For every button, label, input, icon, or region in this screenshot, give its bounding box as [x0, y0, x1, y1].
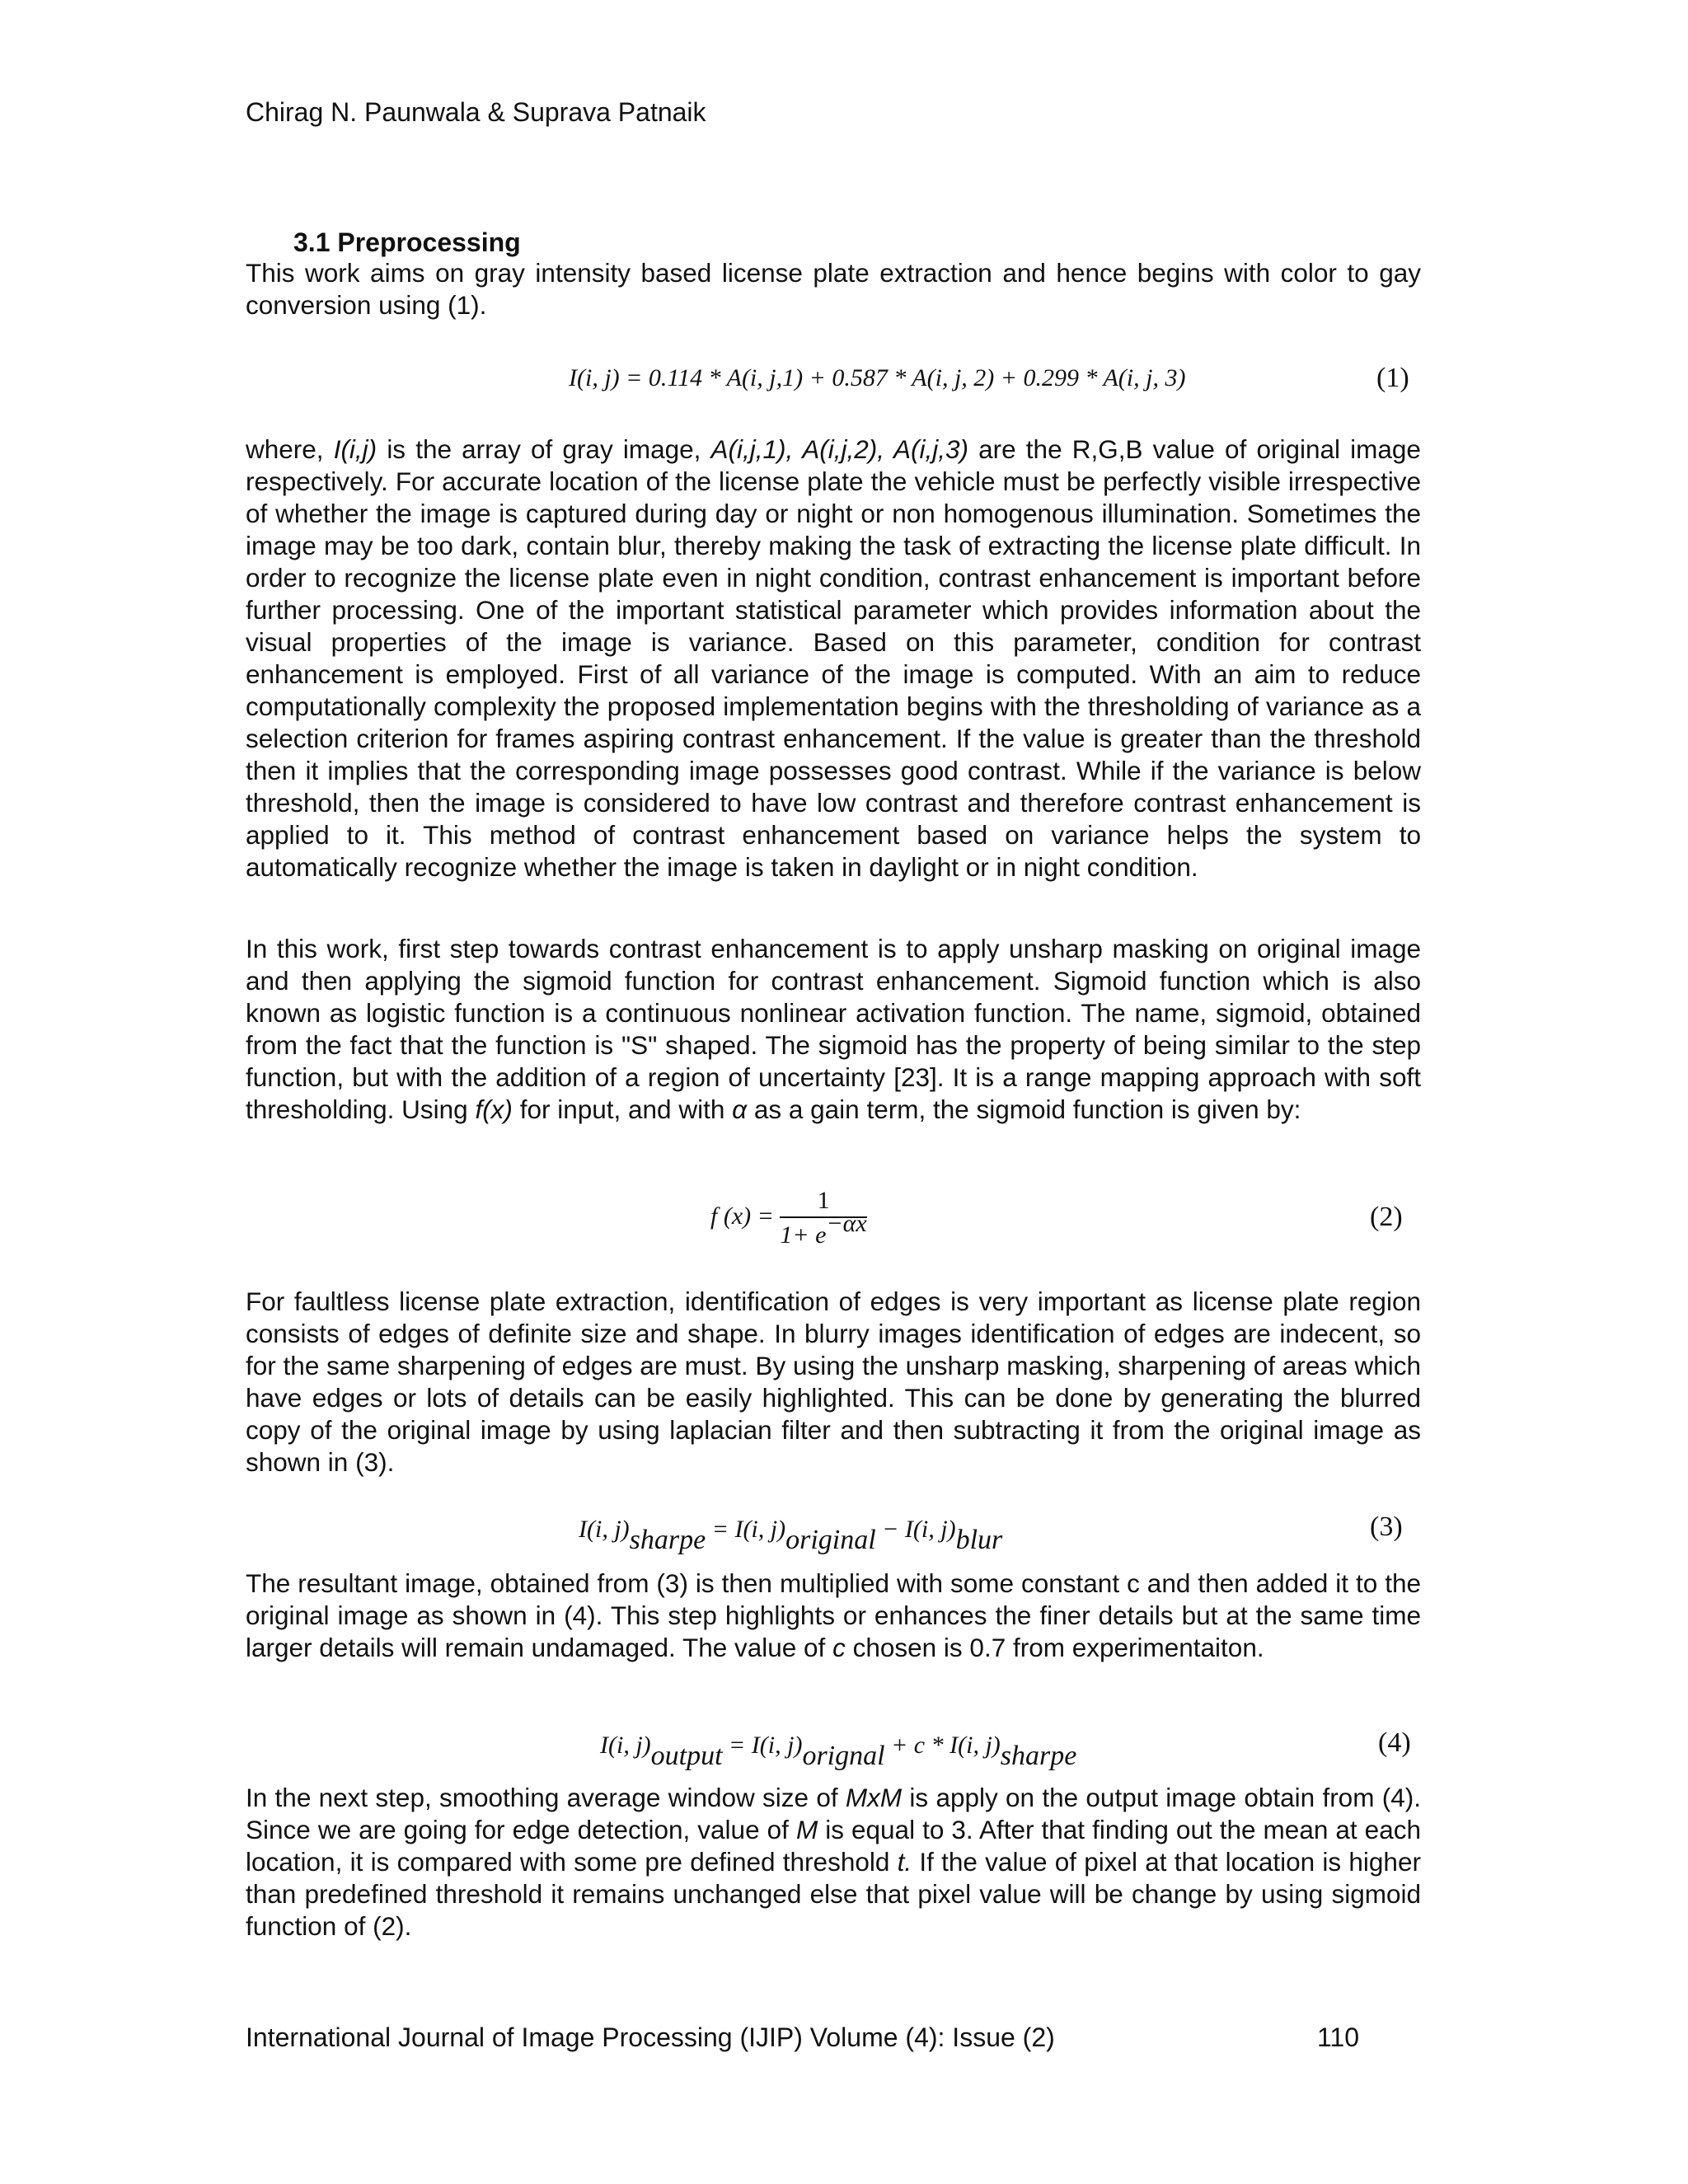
- subscript: sharpe: [629, 1525, 706, 1555]
- running-header: Chirag N. Paunwala & Suprava Patnaik: [246, 97, 706, 127]
- paragraph-text: where,: [246, 434, 324, 464]
- paragraph-text: This work aims on gray intensity based license plate extraction and hence begins with color to gay conversion using (1).: [246, 258, 1421, 320]
- paragraph-text: In the next step, smoothing average window size of: [246, 1783, 838, 1812]
- equation-term: − I(i, j): [882, 1516, 956, 1543]
- paragraph-smoothing: [246, 1782, 1421, 1943]
- section-heading: 3.1 Preprocessing: [293, 227, 521, 257]
- inline-variable: MxM: [845, 1783, 903, 1812]
- equation-4: [600, 1729, 1077, 1771]
- equation-4-number: (4): [1378, 1727, 1411, 1758]
- paragraph-variance: [246, 434, 1421, 883]
- equation-1-number: (1): [1376, 363, 1409, 393]
- equation-2: [710, 1187, 867, 1249]
- paragraph-resultant: [246, 1568, 1421, 1664]
- inline-variable: f(x): [475, 1094, 513, 1124]
- equation-term: + c * I(i, j): [891, 1732, 1001, 1759]
- equation-term: = I(i, j): [729, 1732, 803, 1759]
- paragraph-edges: For faultless license plate extraction, identification of edges is very important as license plate region consists of edges of definite size and shape. In blurry images identification of edges are indecent, so for the same sharpening of edges are must. By using the unsharp masking, sharpening of areas which have edges or lots of details can be easily highlighted. This can be done by generating the blurred copy of the original image by using laplacian filter and then subtracting it from the original image as shown in (3).: [246, 1286, 1421, 1477]
- inline-variable: M: [795, 1815, 818, 1844]
- paragraph-text: is apply on the output image obtain from (4). Since we are going for edge detection, value of: [246, 1783, 1421, 1844]
- inline-variable: A(i,j,1), A(i,j,2), A(i,j,3): [710, 434, 968, 464]
- equation-1: I(i, j) = 0.114 * A(i, j,1) + 0.587 * A(i, j, 2) + 0.299 * A(i, j, 3): [569, 364, 1186, 391]
- page-number: 110: [1317, 2022, 1360, 2052]
- paragraph-text: In this work, first step towards contrast enhancement is to apply unsharp masking on original image and then applying the sigmoid function for contrast enhancement. Sigmoid function which is also known as logistic function is a continuous nonlinear activation function. The name, sigmoid, obtained from the fact that the function is "S" shaped. The sigmoid has the property of being similar to the step function, but with the addition of a region of uncertainty [23]. It is a range mapping approach with soft thresholding. Using: [246, 934, 1421, 1124]
- equation-term: I(i, j): [600, 1732, 651, 1759]
- inline-variable: c: [832, 1633, 846, 1662]
- paragraph-text: are the R,G,B value of original image respectively. For accurate location of the license plate the vehicle must be perfectly visible irrespective of whether the image is captured during day or night or non homogenous illumination. Sometimes the image may be too dark, contain blur, thereby making the task of extracting the license plate difficult. In order to recognize the license plate even in night condition, contrast enhancement is important before further processing. One of the important statistical parameter which provides information about the visual properties of the image is variance. Based on this parameter, condition for contrast enhancement is employed. First of all variance of the image is computed. With an aim to reduce computationally complexity the proposed implementation begins with the thresholding of variance as a selection criterion for frames aspiring contrast enhancement. If the value is greater than the threshold then it implies that the corresponding image possesses good contrast. While if the variance is below threshold, then the image is considered to have low contrast and therefore contrast enhancement is applied to it. This method of contrast enhancement based on variance helps the system to automatically recognize whether the image is taken in daylight or in night condition.: [246, 434, 1421, 882]
- paragraph-text: chosen is 0.7 from experimentaiton.: [852, 1633, 1264, 1662]
- paragraph-sigmoid: [246, 933, 1421, 1126]
- journal-footer: International Journal of Image Processing (IJIP) Volume (4): Issue (2): [246, 2022, 1055, 2052]
- subscript: sharpe: [1000, 1741, 1077, 1771]
- inline-variable: α: [732, 1094, 748, 1124]
- paragraph-text: If the value of pixel at that location is higher than predefined threshold it remains unchanged else that pixel value will be change by using sigmoid function of (2).: [246, 1847, 1421, 1941]
- paragraph-text: The resultant image, obtained from (3) is then multiplied with some constant c and then added it to the original image as shown in (4). This step highlights or enhances the finer details but at the same time larger details will remain undamaged. The value of: [246, 1568, 1421, 1662]
- equation-3: [579, 1513, 1003, 1555]
- paragraph-text: is the array of gray image,: [387, 434, 701, 464]
- paragraph-text: for input, and with: [519, 1094, 725, 1124]
- equation-lhs: f (x) =: [710, 1202, 774, 1230]
- paragraph-intro: [246, 257, 1421, 321]
- fraction-denominator: [780, 1210, 867, 1249]
- equation-term: I(i, j): [579, 1516, 630, 1543]
- denominator-text: 1+ e: [780, 1221, 827, 1249]
- subscript: orignal: [802, 1741, 885, 1771]
- subscript: output: [650, 1741, 723, 1771]
- equation-fraction: [780, 1187, 866, 1249]
- subscript: blur: [955, 1525, 1003, 1555]
- exponent: −αx: [826, 1210, 867, 1237]
- paragraph-text: is equal to 3. After that finding out the mean at each location, it is compared with some pre defined threshold: [246, 1815, 1421, 1877]
- paragraph-text: as a gain term, the sigmoid function is given by:: [753, 1094, 1301, 1124]
- fraction-numerator: 1: [780, 1187, 866, 1218]
- equation-term: = I(i, j): [711, 1516, 786, 1543]
- inline-variable: I(i,j): [333, 434, 377, 464]
- subscript: original: [785, 1525, 876, 1555]
- equation-2-number: (2): [1370, 1202, 1403, 1232]
- inline-variable: t.: [897, 1847, 912, 1877]
- equation-3-number: (3): [1370, 1511, 1403, 1542]
